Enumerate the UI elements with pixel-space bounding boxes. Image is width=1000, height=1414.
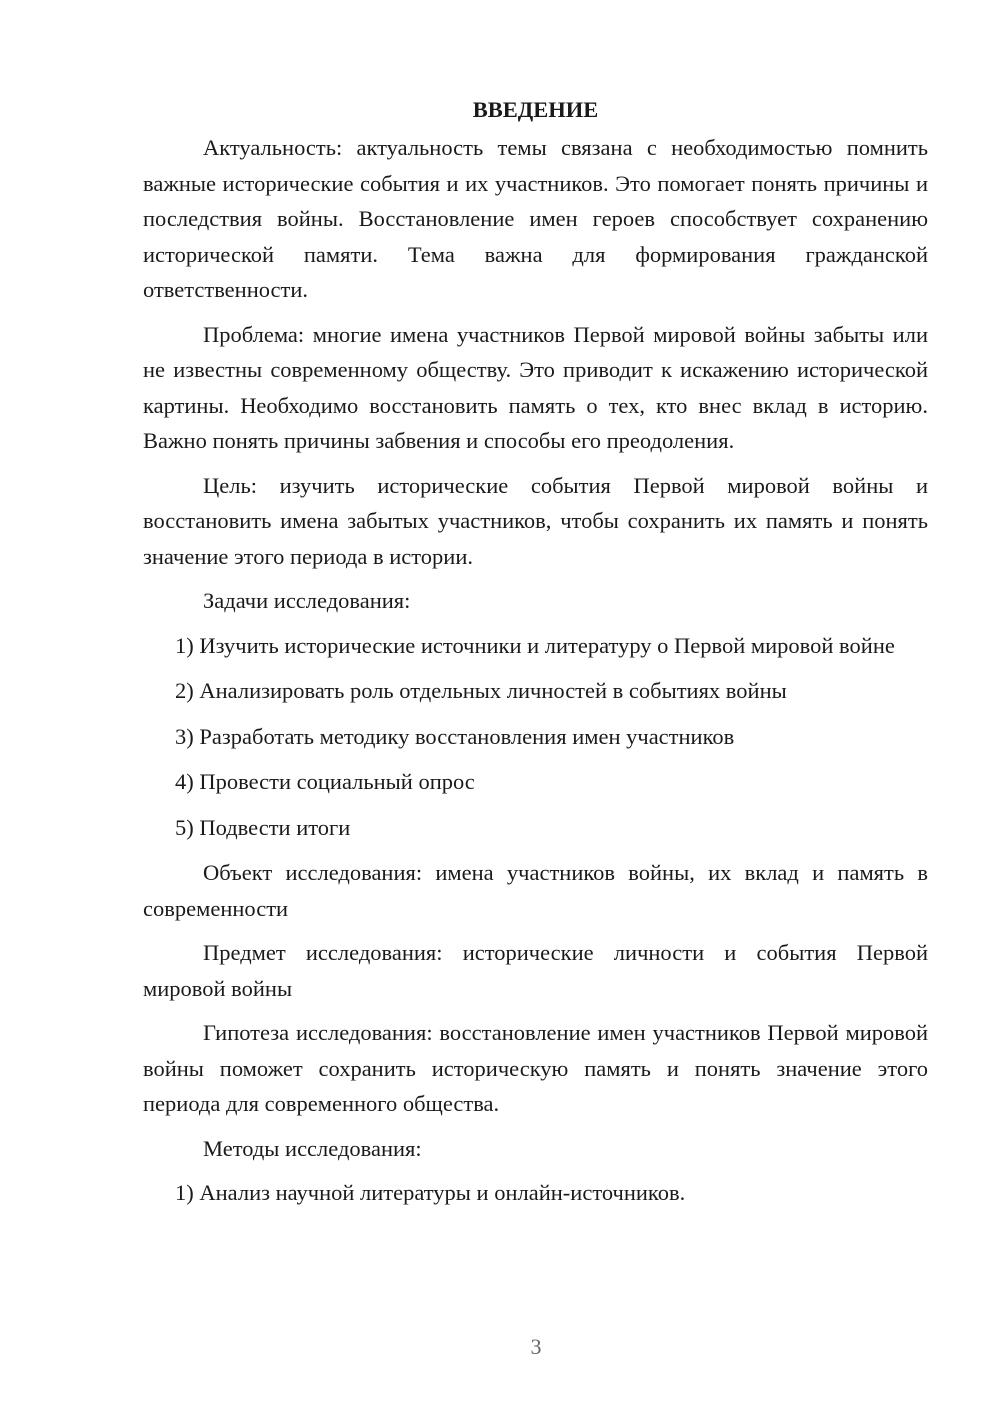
subject-paragraph: Предмет исследования: исторические личности и события Первой мировой войны bbox=[143, 940, 928, 1001]
tasks-heading: Задачи исследования: bbox=[203, 588, 411, 613]
hypothesis-paragraph: Гипотеза исследования: восстановление имен участников Первой мировой войны поможет сохранить историческую память и понять значение этого периода для современного общества. bbox=[143, 1020, 928, 1116]
goal-paragraph: Цель: изучить исторические события Первой мировой войны и восстановить имена забытых участников, чтобы сохранить их память и понять значение этого периода в истории. bbox=[143, 472, 928, 569]
page-number: 3 bbox=[530, 1334, 542, 1359]
tasks-list bbox=[143, 628, 928, 846]
list-item: 2) Анализировать роль отдельных личностей в событиях войны bbox=[175, 678, 787, 703]
problem-paragraph: Проблема: многие имена участников Первой мировой войны забыты или не известны современному обществу. Это приводит к искажению исторической картины. Необходимо восстановить память о тех, кто внес вклад в историю. Важно понять причины забвения и способы его преодоления. bbox=[143, 321, 928, 453]
list-item: 4) Провести социальный опрос bbox=[175, 769, 475, 794]
list-item: 1) Изучить исторические источники и литературу о Первой мировой войне bbox=[175, 632, 895, 658]
list-item: 3) Разработать методику восстановления имен участников bbox=[175, 723, 735, 749]
methods-list bbox=[143, 1175, 928, 1211]
methods-heading: Методы исследования: bbox=[203, 1135, 422, 1161]
list-item: 1) Анализ научной литературы и онлайн-источников. bbox=[175, 1180, 686, 1205]
document-page bbox=[143, 92, 928, 1221]
list-item: 5) Подвести итоги bbox=[175, 814, 351, 840]
page-title: ВВЕДЕНИЕ bbox=[472, 97, 599, 122]
relevance-paragraph: Актуальность: актуальность темы связана с необходимостью помнить важные исторические события и их участников. Это помогает понять причины и последствия войны. Восстановление имен героев способствует сохранению исторической памяти. Тема важна для формирования гражданской ответственности. bbox=[143, 135, 928, 302]
object-paragraph: Объект исследования: имена участников войны, их вклад и память в современности bbox=[143, 860, 928, 921]
